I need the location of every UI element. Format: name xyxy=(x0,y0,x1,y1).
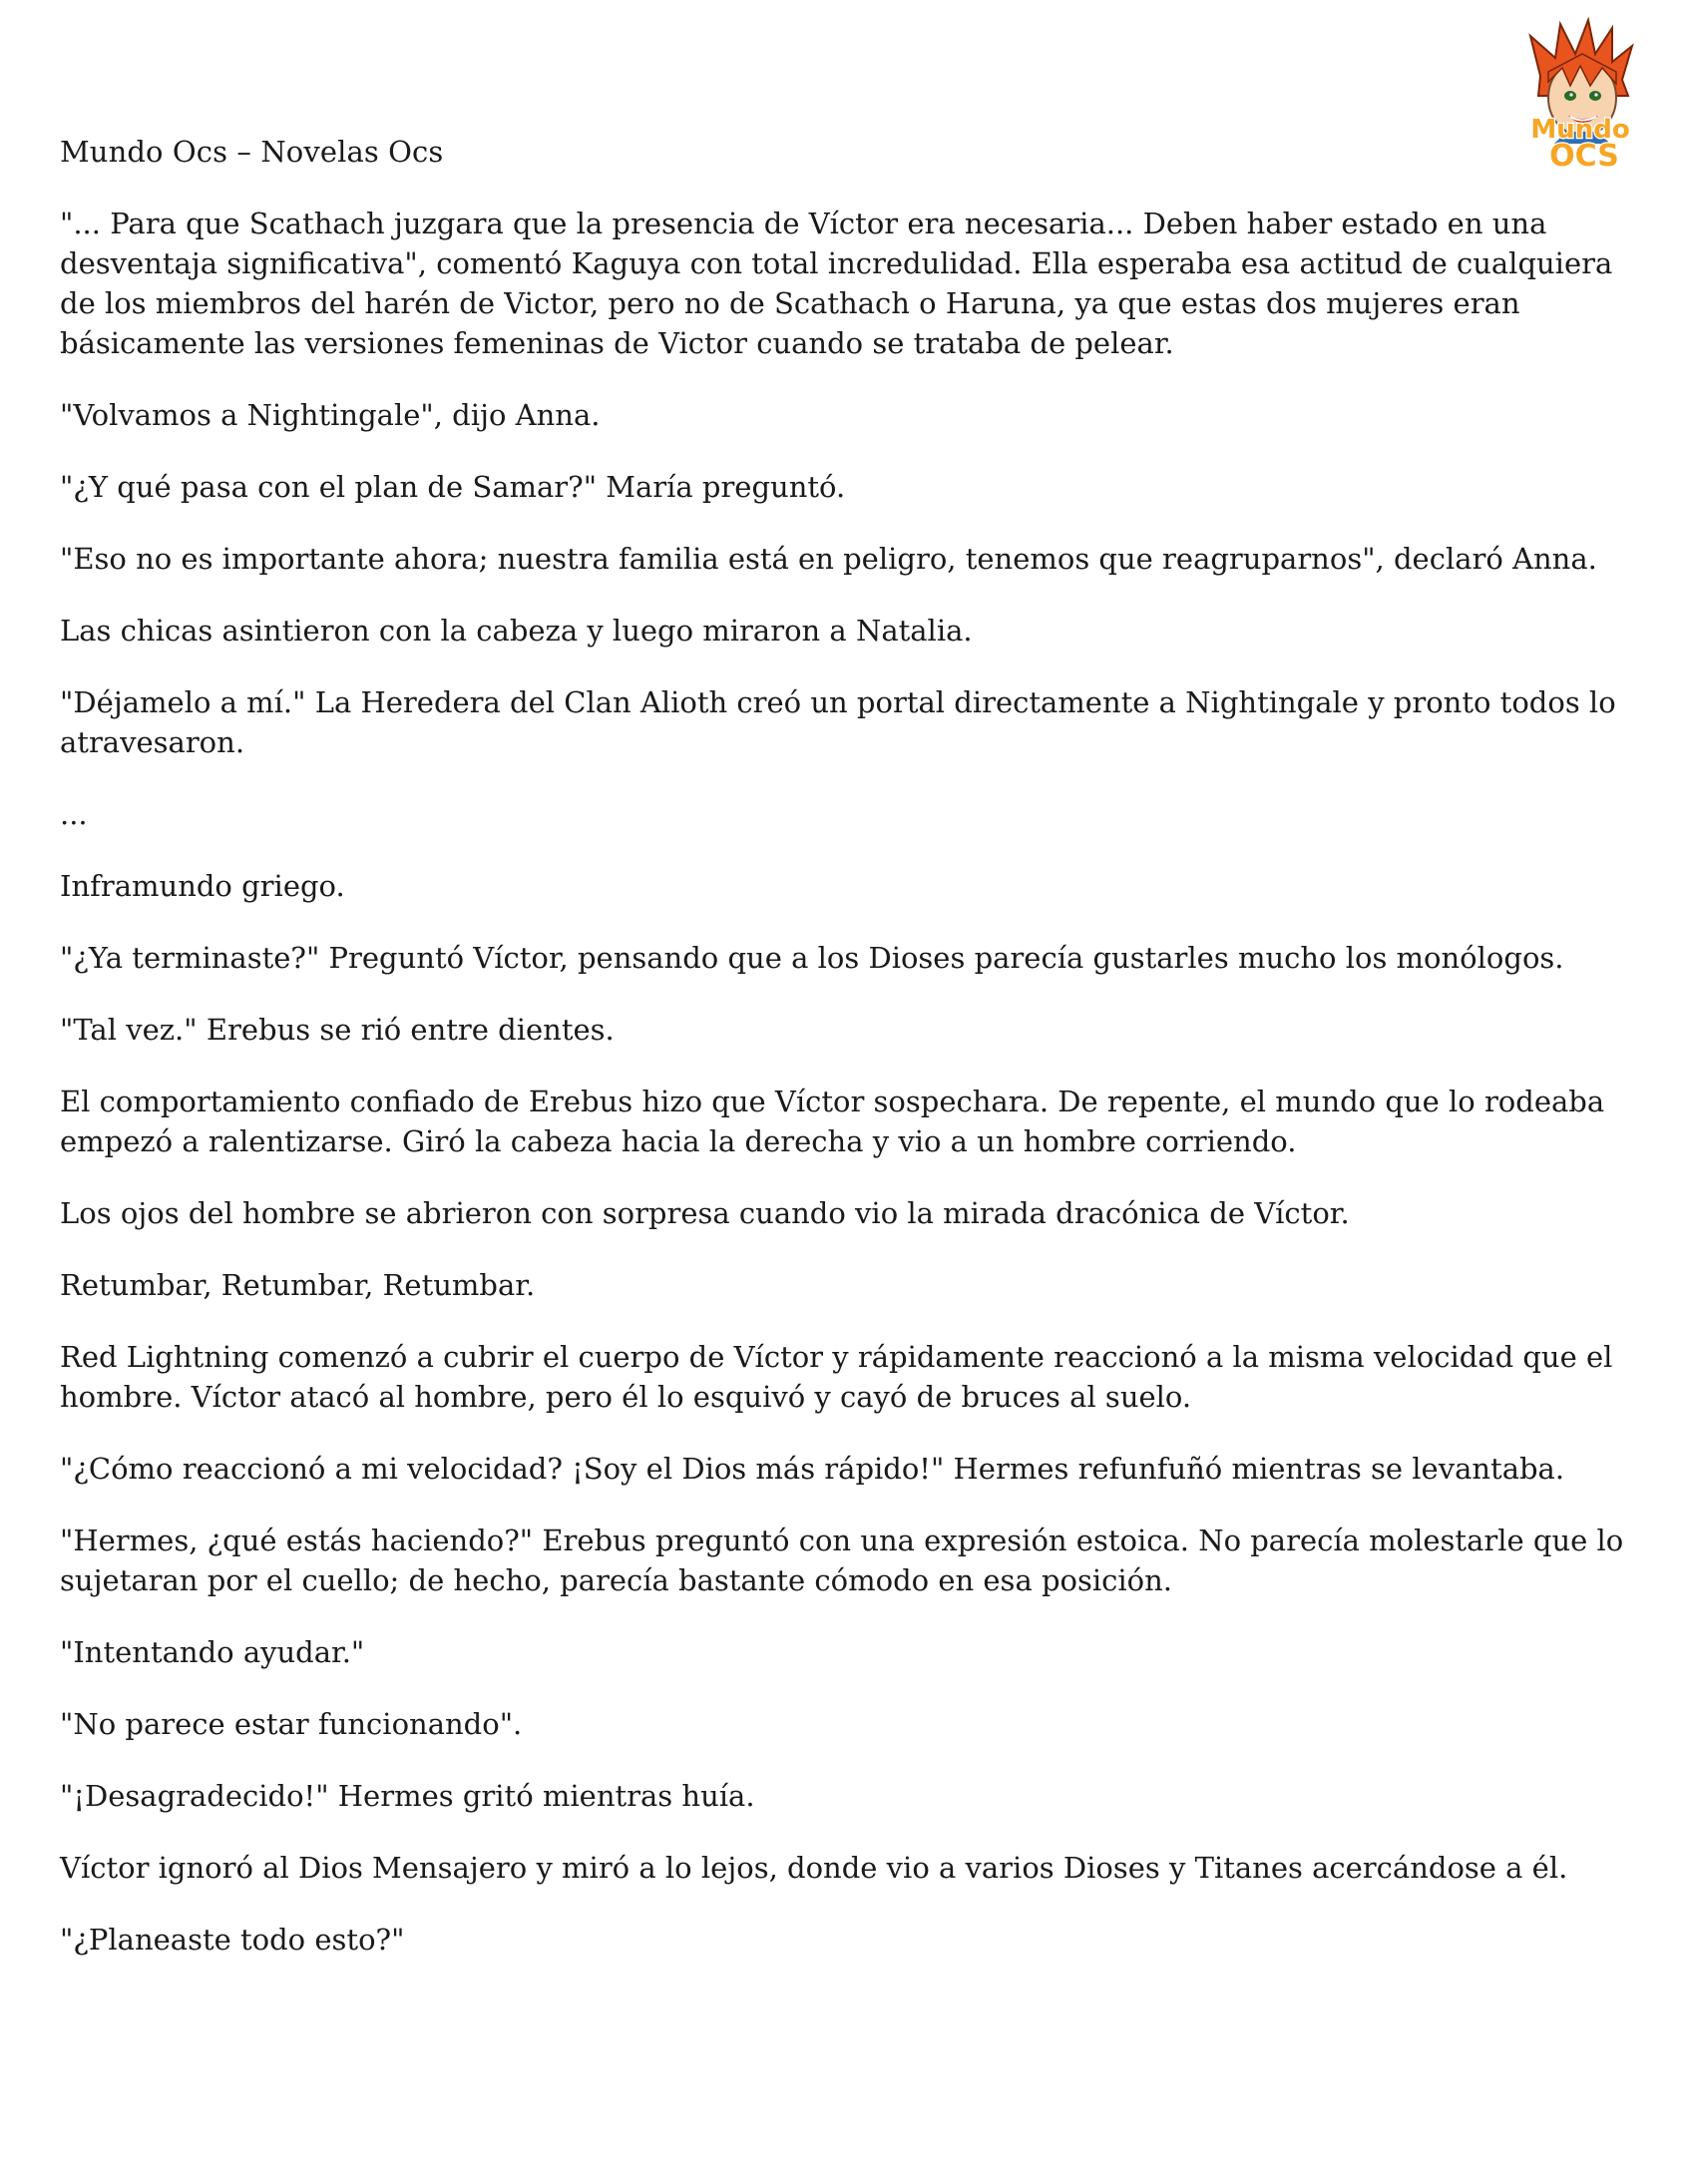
paragraph: "Tal vez." Erebus se rió entre dientes. xyxy=(60,1013,615,1047)
scene-break: ... xyxy=(60,797,88,831)
paragraph: "¿Y qué pasa con el plan de Samar?" María preguntó. xyxy=(60,470,846,504)
logo-text-mundo: Mundo xyxy=(1530,115,1630,145)
paragraph: "¿Cómo reaccionó a mi velocidad? ¡Soy el Dios más rápido!" Hermes refunfuñó mientras se levantaba. xyxy=(60,1452,1565,1486)
body-text xyxy=(60,204,1628,1960)
paragraph: El comportamiento confiado de Erebus hizo que Víctor sospechara. De repente, el mundo que lo rodeaba empezó a ralentizarse. Giró la cabeza hacia la derecha y vio a un hombre corriendo. xyxy=(60,1085,1605,1158)
paragraph: "Volvamos a Nightingale", dijo Anna. xyxy=(60,398,601,432)
mundo-ocs-logo-icon xyxy=(1500,16,1660,176)
paragraph: Las chicas asintieron con la cabeza y luego miraron a Natalia. xyxy=(60,614,973,648)
paragraph: "No parece estar funcionando". xyxy=(60,1707,523,1741)
paragraph: "¿Ya terminaste?" Preguntó Víctor, pensando que a los Dioses parecía gustarles mucho los monólogos. xyxy=(60,941,1564,975)
paragraph: "Intentando ayudar." xyxy=(60,1635,365,1669)
logo-text-ocs: OCS xyxy=(1549,139,1619,174)
paragraph: "... Para que Scathach juzgara que la presencia de Víctor era necesaria... Deben haber estado en una desventaja significativa", comentó Kaguya con total incredulidad. Ella esperaba esa actitud de cualquiera de los miembros del harén de Victor, pero no de Scathach o Haruna, ya que estas dos mujeres eran básicamente las versiones femeninas de Victor cuando se trataba de pelear. xyxy=(60,207,1613,360)
paragraph: "Eso no es importante ahora; nuestra familia está en peligro, tenemos que reagruparnos", declaró Anna. xyxy=(60,542,1597,576)
paragraph: Víctor ignoró al Dios Mensajero y miró a lo lejos, donde vio a varios Dioses y Titanes acercándose a él. xyxy=(60,1851,1568,1885)
paragraph: "Hermes, ¿qué estás haciendo?" Erebus preguntó con una expresión estoica. No parecía molestarle que lo sujetaran por el cuello; de hecho, parecía bastante cómodo en esa posición. xyxy=(60,1524,1624,1597)
paragraph: Retumbar, Retumbar, Retumbar. xyxy=(60,1268,536,1302)
paragraph: "Déjamelo a mí." La Heredera del Clan Alioth creó un portal directamente a Nightingale y pronto todos lo atravesaron. xyxy=(60,685,1616,759)
paragraph: "¡Desagradecido!" Hermes gritó mientras huía. xyxy=(60,1779,755,1813)
paragraph: Inframundo griego. xyxy=(60,869,345,903)
paragraph: Red Lightning comenzó a cubrir el cuerpo de Víctor y rápidamente reaccionó a la misma velocidad que el hombre. Víctor atacó al hombre, pero él lo esquivó y cayó de bruces al suelo. xyxy=(60,1340,1613,1414)
page-header: Mundo Ocs – Novelas Ocs xyxy=(60,135,444,169)
paragraph: Los ojos del hombre se abrieron con sorpresa cuando vio la mirada dracónica de Víctor. xyxy=(60,1196,1350,1230)
paragraph: "¿Planeaste todo esto?" xyxy=(60,1923,405,1957)
